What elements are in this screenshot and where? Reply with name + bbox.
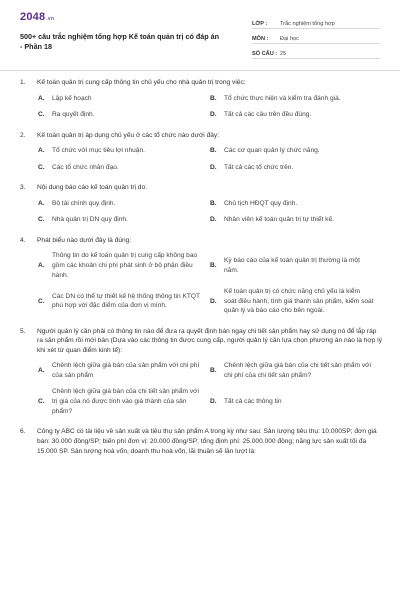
question-2 — [20, 131, 382, 173]
question-text: Phát biểu nào dưới đây là đúng: — [37, 236, 132, 244]
answer-option-b[interactable] — [210, 146, 382, 156]
option-text: Các DN có thể tự thiết kế hệ thống thông tin KTQT phù hợp với đặc điểm của đơn vị mình. — [52, 292, 200, 310]
logo-suffix: .vn — [46, 16, 55, 22]
option-text: Tất cả các thông tin — [224, 398, 282, 406]
question-number: 6. — [20, 428, 26, 436]
question-text: Người quản lý cần phải có thông tin nào để đưa ra quyết định bán ngay chi tiết sản phẩm hay sử dụng nó để lắp ráp ra sản phẩm rồi mới bán (Dựa vào các thông tin được cung cấp, người quản lý cần lựa chọn phương án nào là hợp lý khi xét từ quan điểm kinh tế): — [37, 327, 382, 354]
option-letter: D. — [210, 297, 217, 305]
option-letter: C. — [38, 163, 45, 171]
document-title: 500+ câu trắc nghiệm tổng hợp Kế toán quản trị có đáp án - Phần 18 — [20, 32, 220, 52]
option-text: Tất cả các tổ chức trên. — [224, 163, 294, 171]
option-letter: A. — [38, 367, 45, 375]
question-number: 2. — [20, 131, 26, 139]
question-text: Nội dung báo cáo kế toán quản trị do: — [37, 184, 147, 192]
answer-option-d[interactable] — [210, 163, 382, 173]
option-text: Kỳ báo cáo của kế toán quản trị thường là một năm. — [224, 257, 360, 274]
logo-text: 2048 — [20, 11, 46, 23]
answer-option-d[interactable] — [210, 110, 382, 120]
option-text: Nhà quản trị DN quy định. — [52, 216, 128, 224]
meta-label: LỚP : — [252, 20, 268, 27]
site-logo[interactable] — [20, 10, 54, 26]
option-text: Tổ chức với mục tiêu lợi nhuận. — [52, 147, 145, 155]
meta-value: Đại học — [280, 35, 299, 42]
answer-option-b[interactable] — [210, 94, 382, 104]
meta-row-subject — [252, 29, 380, 44]
question-1 — [20, 78, 382, 120]
option-text: Tổ chức thực hiện và kiểm tra đánh giá. — [224, 94, 341, 102]
meta-label: SỐ CÂU : — [252, 50, 278, 57]
option-text: Nhân viên kế toán quản trị tự thiết kế. — [224, 216, 334, 224]
question-header — [20, 327, 382, 356]
question-5 — [20, 327, 382, 416]
question-3 — [20, 183, 382, 225]
option-letter: B. — [210, 94, 217, 102]
option-letter: D. — [210, 111, 217, 119]
answer-option-a[interactable] — [38, 361, 210, 380]
option-letter: B. — [210, 199, 217, 207]
option-letter: D. — [210, 163, 217, 171]
header-divider — [0, 70, 400, 71]
answer-option-d[interactable] — [210, 387, 382, 416]
answer-option-a[interactable] — [38, 199, 210, 209]
question-number: 3. — [20, 184, 26, 192]
option-text: Tất cả các câu trên đều đúng. — [224, 111, 312, 119]
question-text: Công ty ABC có tài liệu về sản xuất và tiêu thụ sản phẩm A trong kỳ như sau: Sản lượng tiêu thụ: 10.000SP; đơn giá bán: 30.000 đồng/SP; biến phí đơn vị: 20.000 đồng/SP; tổng định phí: 25.000.000 đồng; năng lực sản xuất tối đa 15.000 SP. Sản lượng hoà vốn, doanh thu hoà vốn, lãi thuần sẽ lần lượt là: — [37, 428, 377, 455]
answer-options — [20, 146, 382, 172]
option-text: Chênh lệch giữa giá bán của chi tiết sản phẩm với trị giá của nó được tính vào giá thành của sản phẩm? — [52, 388, 199, 415]
question-header — [20, 78, 382, 88]
answer-option-b[interactable] — [210, 251, 382, 280]
question-header — [20, 427, 382, 457]
option-text: Chênh lệch giữa giá bán của chi tiết sản phẩm với chi phí của chi tiết sản phẩm? — [224, 362, 371, 379]
option-letter: D. — [210, 398, 217, 406]
answer-options — [20, 361, 382, 416]
meta-value: 25 — [280, 50, 287, 57]
document-header — [20, 10, 380, 62]
option-letter: D. — [210, 216, 217, 224]
option-letter: C. — [38, 216, 45, 224]
option-text: Chủ tịch HĐQT quy định. — [224, 199, 298, 207]
option-letter: A. — [38, 94, 45, 102]
answer-option-b[interactable] — [210, 199, 382, 209]
meta-value: Trắc nghiệm tổng hợp — [280, 20, 335, 27]
answer-options — [20, 251, 382, 315]
option-text: Kế toán quản trị có chức năng chủ yếu là kiểm soát điều hành, tính giá thành sản phẩm, kiểm soát quản lý và báo cáo cho bên ngoài. — [224, 288, 374, 315]
answer-option-d[interactable] — [210, 215, 382, 225]
answer-option-c[interactable] — [38, 110, 210, 120]
option-letter: A. — [38, 262, 45, 270]
document-meta — [252, 14, 380, 59]
question-text: Kế toán quản trị áp dụng chủ yếu ở các tổ chức nào dưới đây: — [37, 131, 220, 139]
option-text: Thông tin do kế toán quản trị cung cấp không bao gồm các khoản chi phí phát sinh ở bộ phận điều hành. — [52, 252, 198, 279]
answer-options — [20, 199, 382, 225]
option-text: Chênh lệch giữa giá bán của sản phẩm với chi phí của sản phẩm — [52, 362, 200, 379]
meta-label: MÔN : — [252, 35, 269, 42]
question-4 — [20, 236, 382, 316]
option-text: Lập kế hoạch — [52, 94, 92, 102]
question-header — [20, 131, 382, 141]
answer-option-a[interactable] — [38, 94, 210, 104]
meta-row-count — [252, 44, 380, 59]
answer-option-a[interactable] — [38, 146, 210, 156]
answer-option-b[interactable] — [210, 361, 382, 380]
option-letter: C. — [38, 111, 45, 119]
option-text: Các cơ quan quản lý chức năng. — [224, 147, 320, 155]
question-header — [20, 183, 382, 193]
question-number: 1. — [20, 79, 26, 86]
answer-option-a[interactable] — [38, 251, 210, 280]
answer-option-d[interactable] — [210, 287, 382, 316]
option-text: Bộ tài chính quy định. — [52, 199, 116, 207]
question-list — [20, 78, 382, 468]
question-text: Kế toán quản trị cung cấp thông tin chủ yếu cho nhà quản trị trong việc: — [37, 79, 246, 86]
answer-options — [20, 94, 382, 120]
option-letter: B. — [210, 367, 217, 375]
answer-option-c[interactable] — [38, 163, 210, 173]
option-letter: B. — [210, 147, 217, 155]
meta-row-class — [252, 14, 380, 29]
answer-option-c[interactable] — [38, 215, 210, 225]
option-text: Các tổ chức nhân đạo. — [52, 163, 119, 171]
answer-option-c[interactable] — [38, 387, 210, 416]
option-letter: C. — [38, 398, 45, 406]
question-number: 4. — [20, 236, 26, 244]
answer-option-c[interactable] — [38, 287, 210, 316]
option-letter: B. — [210, 262, 217, 270]
option-letter: A. — [38, 199, 45, 207]
option-text: Ra quyết định. — [52, 111, 95, 119]
question-number: 5. — [20, 327, 26, 335]
question-header — [20, 236, 382, 246]
option-letter: A. — [38, 147, 45, 155]
question-6 — [20, 427, 382, 457]
option-letter: C. — [38, 297, 45, 305]
